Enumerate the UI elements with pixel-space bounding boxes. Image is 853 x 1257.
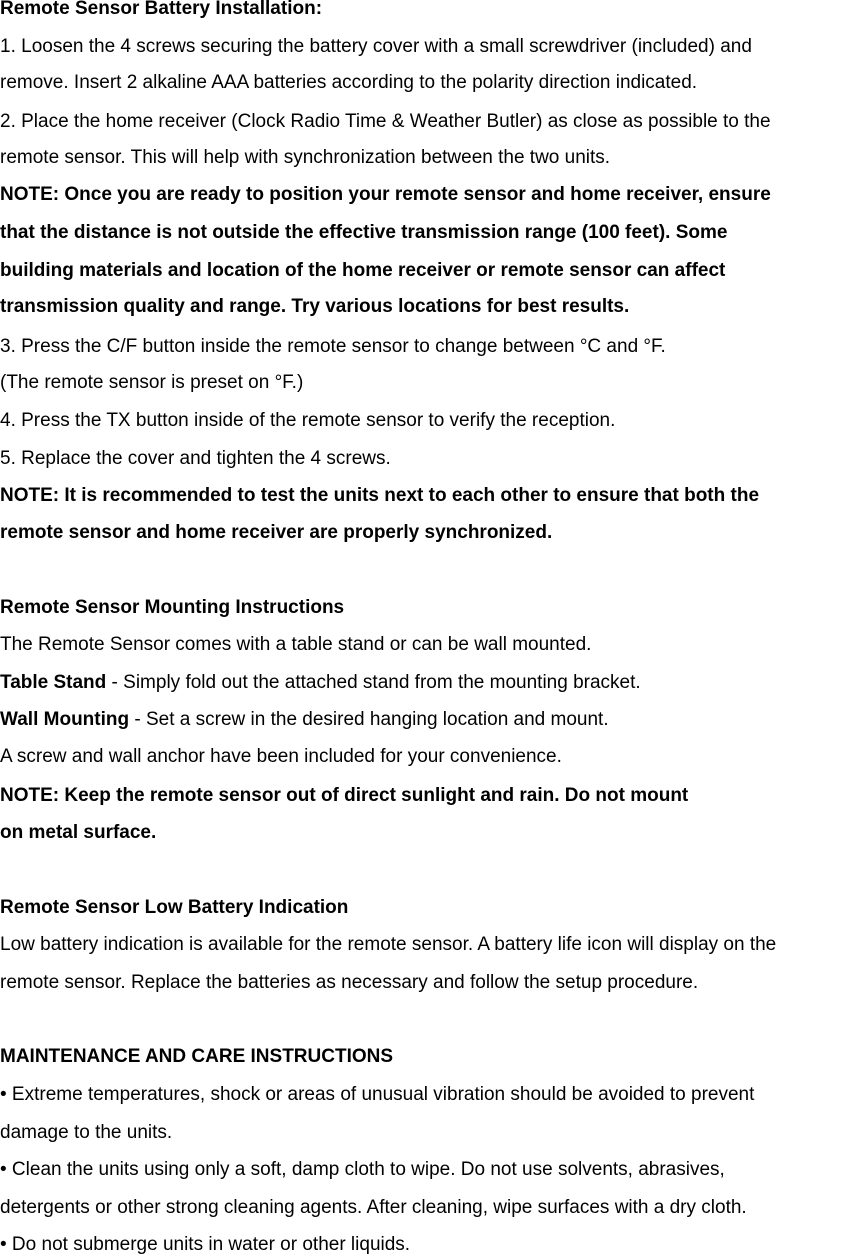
wall-mounting-line xyxy=(0,709,609,731)
low-battery-heading: Remote Sensor Low Battery Indication xyxy=(0,897,349,918)
step2-line1: 2. Place the home receiver (Clock Radio Time & Weather Butler) as close as possible to the xyxy=(0,111,771,132)
mounting-intro: The Remote Sensor comes with a table stand or can be wall mounted. xyxy=(0,634,592,655)
table-stand-label: Table Stand xyxy=(0,672,107,693)
step3-line1: 3. Press the C/F button inside the remote sensor to change between °C and °F. xyxy=(0,336,666,357)
maintenance-bullet3: • Do not submerge units in water or other liquids. xyxy=(0,1234,411,1255)
maintenance-bullet1-line2: damage to the units. xyxy=(0,1122,173,1143)
table-stand-line xyxy=(0,672,641,694)
note1-line3: building materials and location of the home receiver or remote sensor can affect xyxy=(0,260,726,281)
low-battery-line1: Low battery indication is available for the remote sensor. A battery life icon will display on the xyxy=(0,934,777,955)
step1-line1: 1. Loosen the 4 screws securing the battery cover with a small screwdriver (included) and xyxy=(0,36,752,57)
low-battery-line2: remote sensor. Replace the batteries as necessary and follow the setup procedure. xyxy=(0,972,699,993)
step5: 5. Replace the cover and tighten the 4 screws. xyxy=(0,448,391,469)
note1-line2: that the distance is not outside the effective transmission range (100 feet). Some xyxy=(0,222,728,243)
wall-mounting-label: Wall Mounting xyxy=(0,709,130,730)
note2-line1: NOTE: It is recommended to test the units next to each other to ensure that both the xyxy=(0,485,760,506)
battery-installation-heading: Remote Sensor Battery Installation: xyxy=(0,0,323,19)
step3-line2: (The remote sensor is preset on °F.) xyxy=(0,372,304,393)
note2-line2: remote sensor and home receiver are properly synchronized. xyxy=(0,522,553,543)
step4: 4. Press the TX button inside of the remote sensor to verify the reception. xyxy=(0,410,616,431)
maintenance-bullet2-line2: detergents or other strong cleaning agents. After cleaning, wipe surfaces with a dry cloth. xyxy=(0,1197,747,1218)
step1-line2: remove. Insert 2 alkaline AAA batteries according to the polarity direction indicated. xyxy=(0,72,698,93)
maintenance-heading: MAINTENANCE AND CARE INSTRUCTIONS xyxy=(0,1046,394,1067)
maintenance-bullet2-line1: • Clean the units using only a soft, damp cloth to wipe. Do not use solvents, abrasives, xyxy=(0,1159,725,1180)
maintenance-bullet1-line1: • Extreme temperatures, shock or areas of unusual vibration should be avoided to prevent xyxy=(0,1084,755,1105)
wall-mounting-text: - Set a screw in the desired hanging location and mount. xyxy=(129,709,609,730)
screw-note: A screw and wall anchor have been included for your convenience. xyxy=(0,746,562,767)
note1-line1: NOTE: Once you are ready to position your remote sensor and home receiver, ensure xyxy=(0,184,771,205)
step2-line2: remote sensor. This will help with synchronization between the two units. xyxy=(0,147,611,168)
table-stand-text: - Simply fold out the attached stand from the mounting bracket. xyxy=(106,672,641,693)
mounting-note-line2: on metal surface. xyxy=(0,822,157,843)
mounting-heading: Remote Sensor Mounting Instructions xyxy=(0,597,345,618)
mounting-note-line1: NOTE: Keep the remote sensor out of direct sunlight and rain. Do not mount xyxy=(0,785,689,806)
note1-line4: transmission quality and range. Try various locations for best results. xyxy=(0,296,630,317)
